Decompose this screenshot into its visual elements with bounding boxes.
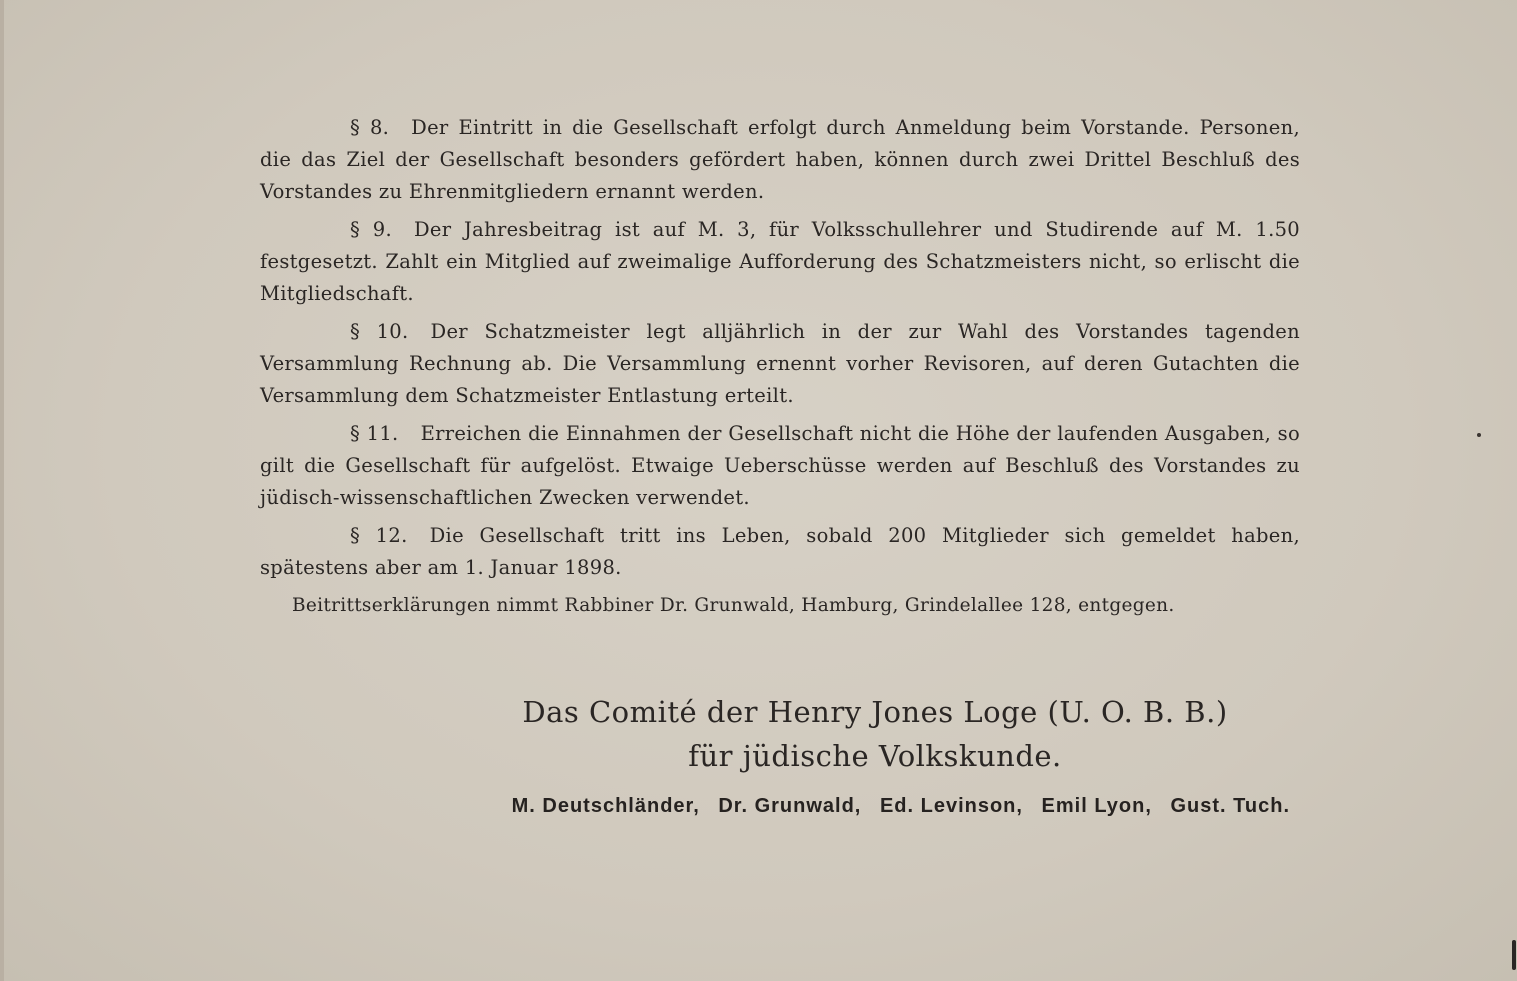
page-edge-mark xyxy=(1512,940,1516,970)
statute-text: Der Jahresbeitrag ist auf M. 3, für Volksschullehrer und Studirende auf M. 1.50 festgesetzt. Zahlt ein Mitglied auf zweimalige Aufforderung des Schatzmeisters nicht, so erlischt die Mitgliedschaft. xyxy=(260,218,1300,305)
signatory: Gust. Tuch. xyxy=(1170,795,1290,817)
statute-text: Der Schatzmeister legt alljährlich in der zur Wahl des Vorstandes tagenden Versammlung Rechnung ab. Die Versammlung ernennt vorher Revisoren, auf deren Gutachten die Versammlung dem Schatzmeister Entlastung erteilt. xyxy=(260,320,1300,407)
statute-text: Der Eintritt in die Gesellschaft erfolgt durch Anmeldung beim Vorstande. Personen, die das Ziel der Gesellschaft besonders gefördert haben, können durch zwei Drittel Beschluß des Vorstandes zu Ehrenmitgliedern ernannt werden. xyxy=(260,116,1300,203)
statute-paragraph-9 xyxy=(260,214,1300,310)
committee-heading xyxy=(460,690,1290,778)
statute-number: § 8. xyxy=(350,116,390,139)
page-edge-shadow xyxy=(0,0,4,981)
signatory: Emil Lyon, xyxy=(1041,795,1152,817)
statute-paragraph-12 xyxy=(260,520,1300,584)
committee-line-1: Das Comité der Henry Jones Loge (U. O. B. B.) xyxy=(522,695,1228,729)
statute-text: Die Gesellschaft tritt ins Leben, sobald 200 Mitglieder sich gemeldet haben, spätestens aber am 1. Januar 1898. xyxy=(260,524,1300,579)
statute-paragraph-10 xyxy=(260,316,1300,412)
signatories-list xyxy=(460,795,1290,818)
membership-note: Beitrittserklärungen nimmt Rabbiner Dr. Grunwald, Hamburg, Grindelallee 128, entgegen. xyxy=(292,595,1175,616)
statute-number: § 11. xyxy=(350,422,399,445)
ink-speck xyxy=(1477,433,1481,437)
signatory: Dr. Grunwald, xyxy=(718,795,862,817)
statute-paragraph-11 xyxy=(260,418,1300,514)
statute-number: § 9. xyxy=(350,218,392,241)
signatory: Ed. Levinson, xyxy=(879,795,1023,817)
statute-paragraph-8 xyxy=(260,112,1300,208)
committee-line-2: für jüdische Volkskunde. xyxy=(688,739,1062,773)
statute-number: § 10. xyxy=(350,320,409,343)
statutes-section xyxy=(260,112,1300,628)
statute-number: § 12. xyxy=(350,524,408,547)
statute-text: Erreichen die Einnahmen der Gesellschaft nicht die Höhe der laufenden Ausgaben, so gilt die Gesellschaft für aufgelöst. Etwaige Ueberschüsse werden auf Beschluß des Vorstandes zu jüdisch-wissenschaftlichen Zwecken verwendet. xyxy=(260,422,1300,509)
signatory: M. Deutschländer, xyxy=(511,795,700,817)
